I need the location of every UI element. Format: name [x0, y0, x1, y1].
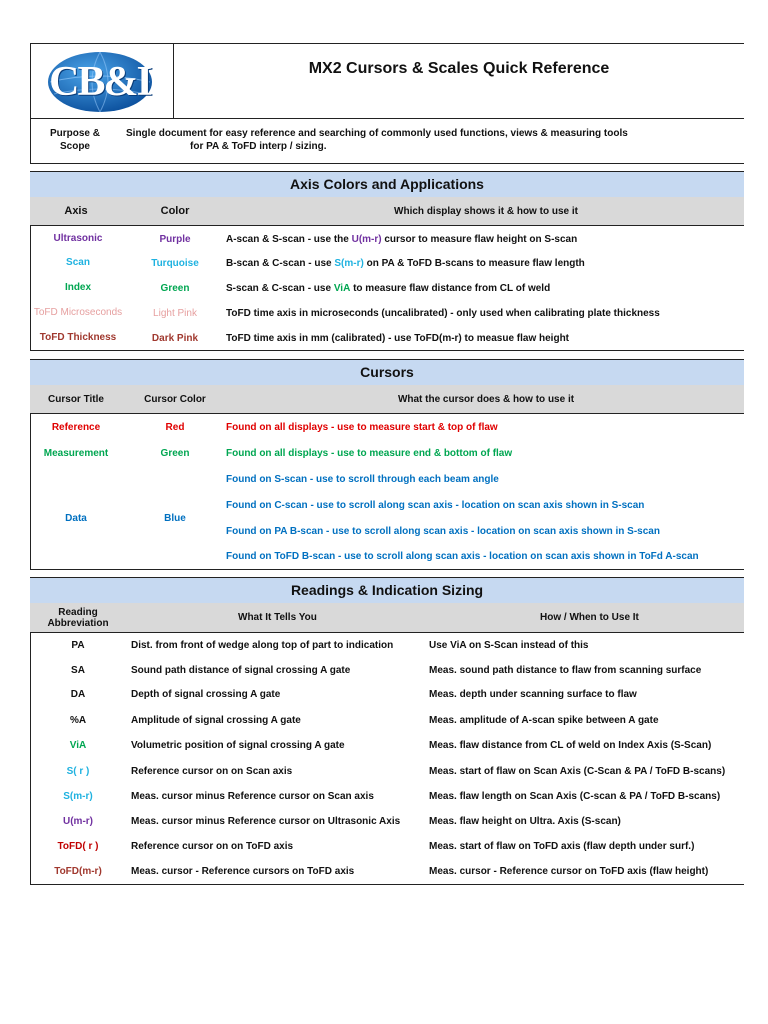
color-col-header: Color [160, 205, 190, 217]
axis-color-cell: Green [160, 282, 190, 294]
axis-column-headers [30, 197, 744, 226]
axis-color-cell: Turquoise [151, 257, 199, 269]
reading-tells-you: Sound path distance of signal crossing A gate [131, 664, 351, 676]
cursor-section-bottom-border [30, 569, 744, 570]
data-cursor-desc-pa-bscan: Found on PA B-scan - use to scroll along scan axis - location on scan axis shown in S-scan [226, 525, 660, 537]
axis-usage-text-tail: cursor to measure flaw height on S-scan [381, 233, 578, 245]
axis-name-cell: ToFD Microseconds [33, 307, 123, 318]
axis-usage-text-tail: on PA & ToFD B-scans to measure flaw length [363, 257, 585, 269]
axis-usage-cell [226, 228, 741, 250]
axis-color-cell: Dark Pink [151, 332, 199, 344]
reading-how-to-use: Meas. depth under scanning surface to flaw [429, 688, 637, 700]
axis-color-cell: Light Pink [153, 307, 197, 319]
reading-how-to-use: Meas. flaw length on Scan Axis (C-scan & PA / ToFD B-scans) [429, 790, 721, 802]
readings-section-title: Readings & Indication Sizing [30, 577, 744, 604]
header-top-border [30, 43, 744, 44]
cursor-column-headers [30, 385, 744, 414]
reading-abbreviation: DA [70, 688, 86, 700]
reading-how-to-use: Meas. start of flaw on ToFD axis (flaw depth under surf.) [429, 840, 695, 852]
reference-cursor-desc: Found on all displays - use to measure start & top of flaw [226, 421, 498, 433]
reading-abbreviation: SA [71, 664, 85, 676]
axis-usage-text: S-scan & C-scan - use [226, 282, 334, 294]
reading-tells-you: Depth of signal crossing A gate [131, 688, 281, 700]
axis-usage-text-tail: to measure flaw distance from CL of weld [350, 282, 551, 294]
reading-abbreviation: PA [71, 639, 85, 651]
axis-usage-cell [226, 252, 741, 274]
axis-section-bottom-border [30, 350, 744, 351]
purpose-label-line1: Purpose & [49, 128, 100, 139]
axis-usage-cell [226, 277, 741, 299]
reading-tells-you: Reference cursor on on ToFD axis [131, 840, 294, 852]
cursor-title-col-header: Cursor Title [48, 393, 104, 405]
axis-cursor-highlight: U(m-r) [351, 233, 382, 245]
purpose-label-line2: Scope [59, 141, 90, 152]
logo-text: CB&I [49, 59, 151, 105]
axis-name-cell: ToFD Thickness [39, 332, 117, 343]
reading-how-to-use: Meas. flaw distance from CL of weld on Index Axis (S-Scan) [429, 739, 712, 751]
use-col-header: How / When to Use It [540, 612, 639, 623]
reading-tells-you: Reference cursor on on Scan axis [131, 765, 293, 777]
cursor-color-col-header: Cursor Color [144, 393, 206, 405]
reading-tells-you: Volumetric position of signal crossing A gate [131, 739, 345, 751]
data-cursor-color: Blue [164, 512, 186, 524]
purpose-text-line1: Single document for easy reference and searching of commonly used functions, views & measuring tools [126, 128, 628, 139]
reading-tells-you: Meas. cursor minus Reference cursor on Scan axis [131, 790, 374, 802]
data-cursor-desc-cscan: Found on C-scan - use to scroll along scan axis - location on scan axis shown in S-scan [226, 499, 645, 511]
readings-column-headers [30, 603, 744, 633]
reading-how-to-use: Meas. amplitude of A-scan spike between A gate [429, 714, 659, 726]
axis-name-cell: Index [64, 282, 92, 293]
reading-tells-you: Dist. from front of wedge along top of part to indication [131, 639, 394, 651]
axis-usage-cell [226, 302, 741, 324]
display-usage-col-header: Which display shows it & how to use it [394, 205, 578, 217]
data-cursor-title: Data [65, 512, 87, 524]
reading-abbreviation: S( r ) [66, 765, 90, 777]
purpose-text-line2: for PA & ToFD interp / sizing. [190, 141, 327, 152]
purpose-bottom-border [30, 163, 744, 164]
reading-abbreviation: ToFD(m-r) [54, 865, 102, 877]
axis-color-cell: Purple [159, 233, 191, 245]
cursor-usage-col-header: What the cursor does & how to use it [397, 393, 575, 405]
reading-abbreviation: U(m-r) [63, 815, 93, 827]
axis-name-cell: Ultrasonic [53, 233, 103, 244]
reading-how-to-use: Meas. flaw height on Ultra. Axis (S-scan) [429, 815, 621, 827]
reference-cursor-title: Reference [51, 421, 101, 433]
reading-abbreviation: ViA [69, 739, 87, 751]
purpose-text [126, 127, 686, 153]
axis-usage-text: ToFD time axis in mm (calibrated) - use ToFD(m-r) to measue flaw height [226, 332, 570, 344]
company-logo [44, 50, 156, 114]
header-bottom-border [30, 118, 744, 119]
readings-section-bottom-border [30, 884, 744, 885]
header-left-border [30, 43, 31, 164]
data-cursor-desc-tofd-bscan: Found on ToFD B-scan - use to scroll along scan axis - location on scan axis shown in ToFd A-scan [226, 550, 699, 562]
reading-how-to-use: Meas. sound path distance to flaw from scanning surface [429, 664, 702, 676]
axis-name-cell: Scan [66, 257, 90, 268]
axis-cursor-highlight: S(m-r) [334, 257, 364, 269]
reading-abbreviation: S(m-r) [63, 790, 93, 802]
reading-how-to-use: Meas. start of flaw on Scan Axis (C-Scan & PA / ToFD B-scans) [429, 765, 726, 777]
abbreviation-col-header: Reading Abbreviation [47, 606, 109, 629]
axis-usage-text: B-scan & C-scan - use [226, 257, 335, 269]
data-cursor-desc-sscan: Found on S-scan - use to scroll through each beam angle [226, 473, 499, 485]
reading-abbreviation: ToFD( r ) [57, 840, 99, 852]
axis-usage-cell [226, 327, 741, 349]
reading-abbreviation: %A [69, 714, 87, 726]
reading-tells-you: Meas. cursor minus Reference cursor on Ultrasonic Axis [131, 815, 401, 827]
axis-usage-text: ToFD time axis in microseconds (uncalibrated) - only used when calibrating plate thickness [226, 307, 660, 319]
reading-how-to-use: Meas. cursor - Reference cursor on ToFD axis (flaw height) [429, 865, 709, 877]
reference-cursor-color: Red [165, 421, 185, 433]
cursor-section-title: Cursors [30, 359, 744, 386]
reading-tells-you: Amplitude of signal crossing A gate [131, 714, 301, 726]
header-logo-divider [173, 43, 174, 118]
measurement-cursor-color: Green [160, 447, 190, 459]
purpose-label [40, 127, 110, 153]
axis-usage-text: A-scan & S-scan - use the [226, 233, 352, 245]
axis-col-header: Axis [64, 205, 88, 217]
page-title: MX2 Cursors & Scales Quick Reference [308, 60, 610, 77]
reading-tells-you: Meas. cursor - Reference cursors on ToFD axis [131, 865, 355, 877]
tells-col-header: What It Tells You [238, 612, 317, 623]
axis-section-title: Axis Colors and Applications [30, 171, 744, 198]
axis-cursor-highlight: ViA [333, 282, 351, 294]
measurement-cursor-title: Measurement [43, 447, 109, 459]
reading-how-to-use: Use ViA on S-Scan instead of this [429, 639, 589, 651]
measurement-cursor-desc: Found on all displays - use to measure end & bottom of flaw [226, 447, 513, 459]
